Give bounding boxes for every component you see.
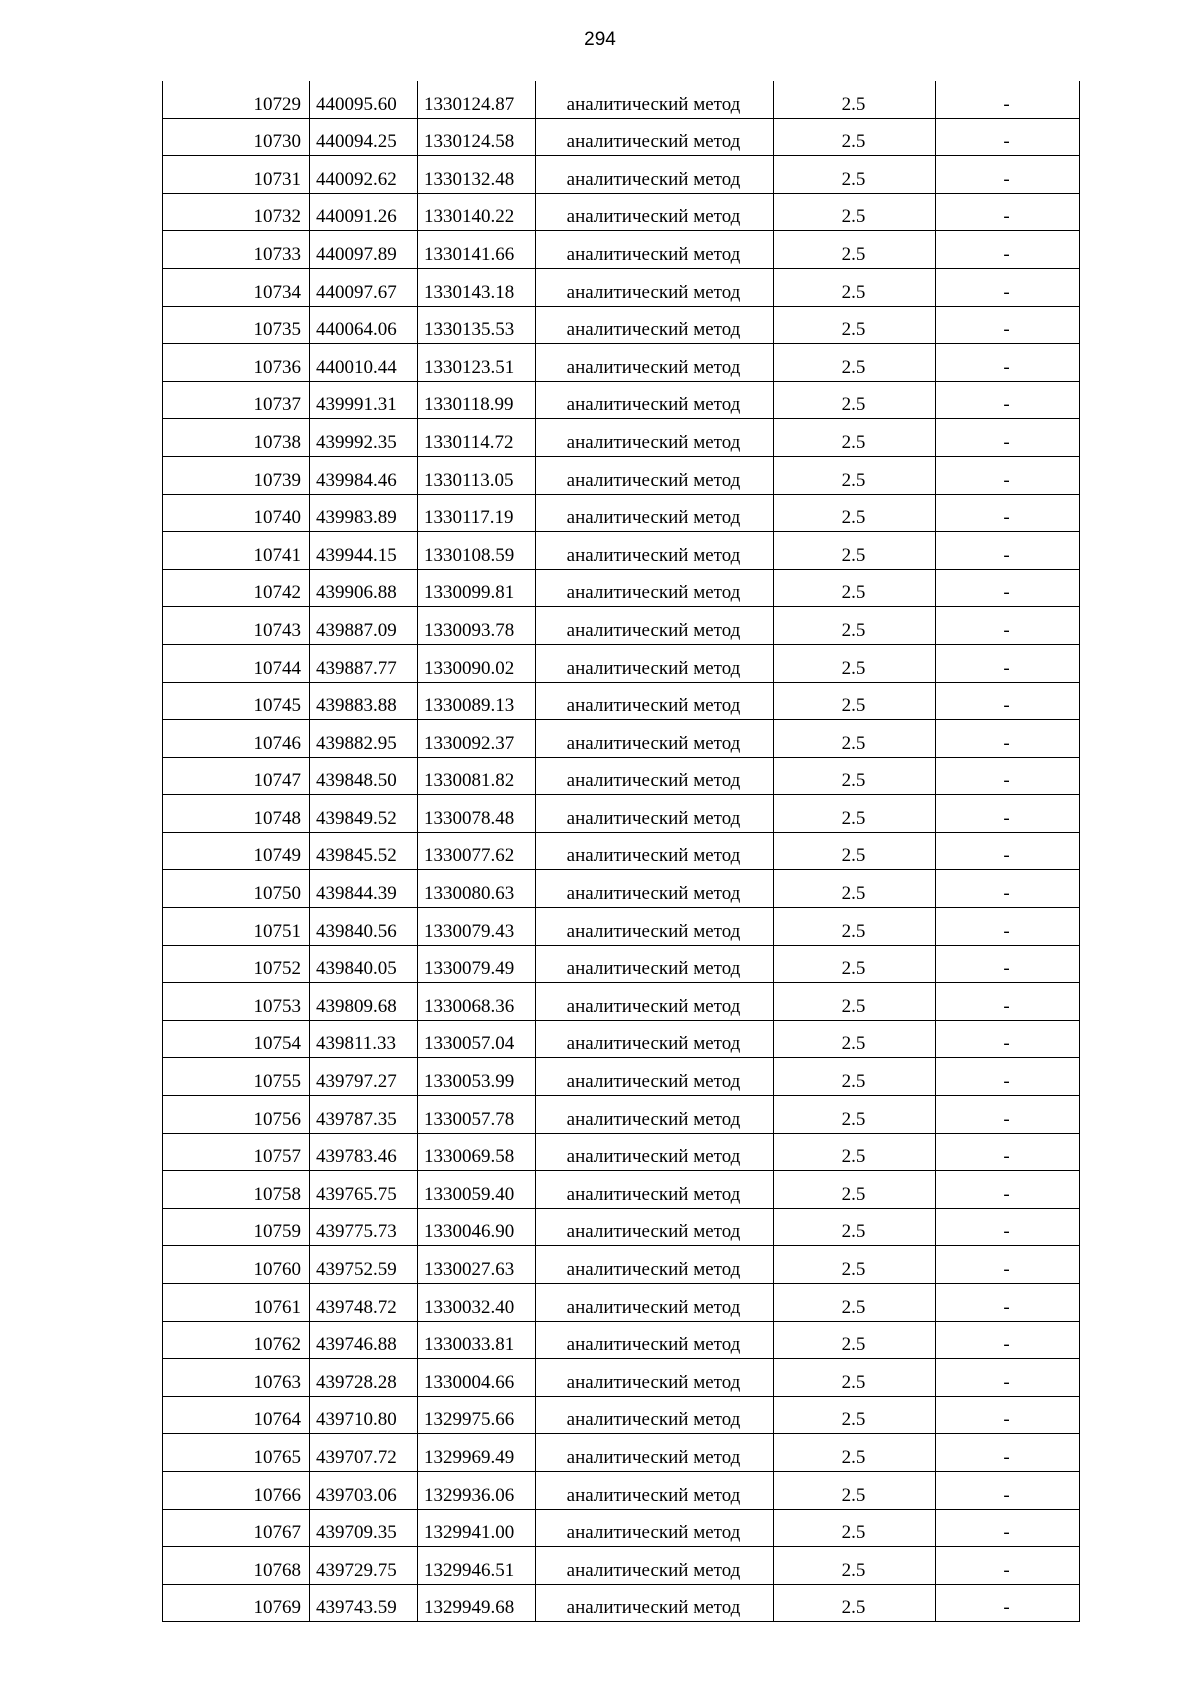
y-coordinate-cell: 1329936.06 — [418, 1471, 536, 1509]
point-id-cell: 10736 — [163, 344, 310, 382]
note-cell: - — [936, 1171, 1080, 1209]
accuracy-cell: 2.5 — [774, 1246, 936, 1284]
point-id-cell: 10751 — [163, 908, 310, 946]
note-cell: - — [936, 156, 1080, 194]
y-coordinate-cell: 1330124.87 — [418, 81, 536, 118]
note-cell: - — [936, 757, 1080, 795]
table-row — [163, 1471, 1080, 1509]
y-coordinate-cell: 1330132.48 — [418, 156, 536, 194]
table-row — [163, 945, 1080, 983]
table-row — [163, 682, 1080, 720]
x-coordinate-cell: 439748.72 — [310, 1284, 418, 1322]
accuracy-cell: 2.5 — [774, 569, 936, 607]
y-coordinate-cell: 1330032.40 — [418, 1284, 536, 1322]
table-row — [163, 231, 1080, 269]
point-id-cell: 10739 — [163, 456, 310, 494]
table-row — [163, 1133, 1080, 1171]
note-cell: - — [936, 306, 1080, 344]
point-id-cell: 10754 — [163, 1020, 310, 1058]
note-cell: - — [936, 1208, 1080, 1246]
note-cell: - — [936, 1058, 1080, 1096]
note-cell: - — [936, 381, 1080, 419]
accuracy-cell: 2.5 — [774, 1547, 936, 1585]
method-cell: аналитический метод — [536, 494, 774, 532]
note-cell: - — [936, 1547, 1080, 1585]
point-id-cell: 10730 — [163, 118, 310, 156]
accuracy-cell: 2.5 — [774, 1284, 936, 1322]
method-cell: аналитический метод — [536, 1509, 774, 1547]
y-coordinate-cell: 1330046.90 — [418, 1208, 536, 1246]
y-coordinate-cell: 1329949.68 — [418, 1584, 536, 1622]
y-coordinate-cell: 1330057.78 — [418, 1096, 536, 1134]
y-coordinate-cell: 1330080.63 — [418, 870, 536, 908]
accuracy-cell: 2.5 — [774, 795, 936, 833]
x-coordinate-cell: 440094.25 — [310, 118, 418, 156]
accuracy-cell: 2.5 — [774, 832, 936, 870]
note-cell: - — [936, 870, 1080, 908]
table-row — [163, 268, 1080, 306]
x-coordinate-cell: 439752.59 — [310, 1246, 418, 1284]
point-id-cell: 10745 — [163, 682, 310, 720]
accuracy-cell: 2.5 — [774, 532, 936, 570]
note-cell: - — [936, 1509, 1080, 1547]
y-coordinate-cell: 1329946.51 — [418, 1547, 536, 1585]
accuracy-cell: 2.5 — [774, 494, 936, 532]
y-coordinate-cell: 1330140.22 — [418, 193, 536, 231]
point-id-cell: 10769 — [163, 1584, 310, 1622]
point-id-cell: 10766 — [163, 1471, 310, 1509]
y-coordinate-cell: 1330092.37 — [418, 720, 536, 758]
method-cell: аналитический метод — [536, 306, 774, 344]
point-id-cell: 10762 — [163, 1321, 310, 1359]
accuracy-cell: 2.5 — [774, 1471, 936, 1509]
point-id-cell: 10743 — [163, 607, 310, 645]
table-row — [163, 118, 1080, 156]
accuracy-cell: 2.5 — [774, 983, 936, 1021]
x-coordinate-cell: 440064.06 — [310, 306, 418, 344]
table-row — [163, 381, 1080, 419]
accuracy-cell: 2.5 — [774, 1096, 936, 1134]
table-row — [163, 795, 1080, 833]
method-cell: аналитический метод — [536, 193, 774, 231]
table-row — [163, 193, 1080, 231]
table-row — [163, 569, 1080, 607]
point-id-cell: 10764 — [163, 1396, 310, 1434]
method-cell: аналитический метод — [536, 1133, 774, 1171]
accuracy-cell: 2.5 — [774, 1058, 936, 1096]
x-coordinate-cell: 439729.75 — [310, 1547, 418, 1585]
point-id-cell: 10729 — [163, 81, 310, 118]
point-id-cell: 10733 — [163, 231, 310, 269]
accuracy-cell: 2.5 — [774, 1020, 936, 1058]
note-cell: - — [936, 1396, 1080, 1434]
point-id-cell: 10763 — [163, 1359, 310, 1397]
accuracy-cell: 2.5 — [774, 81, 936, 118]
x-coordinate-cell: 439728.28 — [310, 1359, 418, 1397]
point-id-cell: 10750 — [163, 870, 310, 908]
point-id-cell: 10761 — [163, 1284, 310, 1322]
y-coordinate-cell: 1330117.19 — [418, 494, 536, 532]
y-coordinate-cell: 1330093.78 — [418, 607, 536, 645]
note-cell: - — [936, 1321, 1080, 1359]
x-coordinate-cell: 440010.44 — [310, 344, 418, 382]
point-id-cell: 10755 — [163, 1058, 310, 1096]
method-cell: аналитический метод — [536, 344, 774, 382]
x-coordinate-cell: 439992.35 — [310, 419, 418, 457]
x-coordinate-cell: 440097.67 — [310, 268, 418, 306]
method-cell: аналитический метод — [536, 1171, 774, 1209]
note-cell: - — [936, 908, 1080, 946]
accuracy-cell: 2.5 — [774, 1584, 936, 1622]
table-row — [163, 983, 1080, 1021]
table-row — [163, 607, 1080, 645]
table-row — [163, 156, 1080, 194]
accuracy-cell: 2.5 — [774, 268, 936, 306]
note-cell: - — [936, 1246, 1080, 1284]
y-coordinate-cell: 1330141.66 — [418, 231, 536, 269]
accuracy-cell: 2.5 — [774, 1396, 936, 1434]
method-cell: аналитический метод — [536, 81, 774, 118]
x-coordinate-cell: 440091.26 — [310, 193, 418, 231]
note-cell: - — [936, 607, 1080, 645]
table-row — [163, 306, 1080, 344]
table-row — [163, 1321, 1080, 1359]
table-row — [163, 81, 1080, 118]
y-coordinate-cell: 1330089.13 — [418, 682, 536, 720]
method-cell: аналитический метод — [536, 1208, 774, 1246]
accuracy-cell: 2.5 — [774, 419, 936, 457]
x-coordinate-cell: 439765.75 — [310, 1171, 418, 1209]
point-id-cell: 10742 — [163, 569, 310, 607]
accuracy-cell: 2.5 — [774, 156, 936, 194]
method-cell: аналитический метод — [536, 870, 774, 908]
y-coordinate-cell: 1330081.82 — [418, 757, 536, 795]
method-cell: аналитический метод — [536, 456, 774, 494]
point-id-cell: 10747 — [163, 757, 310, 795]
x-coordinate-cell: 439944.15 — [310, 532, 418, 570]
point-id-cell: 10740 — [163, 494, 310, 532]
x-coordinate-cell: 439840.56 — [310, 908, 418, 946]
x-coordinate-cell: 439983.89 — [310, 494, 418, 532]
table-row — [163, 1246, 1080, 1284]
table-row — [163, 1096, 1080, 1134]
y-coordinate-cell: 1330053.99 — [418, 1058, 536, 1096]
point-id-cell: 10732 — [163, 193, 310, 231]
point-id-cell: 10767 — [163, 1509, 310, 1547]
x-coordinate-cell: 439984.46 — [310, 456, 418, 494]
table-row — [163, 494, 1080, 532]
note-cell: - — [936, 81, 1080, 118]
table-row — [163, 1208, 1080, 1246]
accuracy-cell: 2.5 — [774, 306, 936, 344]
y-coordinate-cell: 1330077.62 — [418, 832, 536, 870]
point-id-cell: 10752 — [163, 945, 310, 983]
x-coordinate-cell: 439887.77 — [310, 644, 418, 682]
y-coordinate-cell: 1329969.49 — [418, 1434, 536, 1472]
note-cell: - — [936, 569, 1080, 607]
x-coordinate-cell: 439811.33 — [310, 1020, 418, 1058]
x-coordinate-cell: 439707.72 — [310, 1434, 418, 1472]
y-coordinate-cell: 1330033.81 — [418, 1321, 536, 1359]
method-cell: аналитический метод — [536, 419, 774, 457]
table-row — [163, 1509, 1080, 1547]
table-row — [163, 757, 1080, 795]
point-id-cell: 10756 — [163, 1096, 310, 1134]
note-cell: - — [936, 1096, 1080, 1134]
accuracy-cell: 2.5 — [774, 193, 936, 231]
accuracy-cell: 2.5 — [774, 908, 936, 946]
method-cell: аналитический метод — [536, 1359, 774, 1397]
point-id-cell: 10741 — [163, 532, 310, 570]
accuracy-cell: 2.5 — [774, 945, 936, 983]
y-coordinate-cell: 1330135.53 — [418, 306, 536, 344]
note-cell: - — [936, 1584, 1080, 1622]
method-cell: аналитический метод — [536, 569, 774, 607]
y-coordinate-cell: 1330027.63 — [418, 1246, 536, 1284]
y-coordinate-cell: 1330108.59 — [418, 532, 536, 570]
note-cell: - — [936, 720, 1080, 758]
table-row — [163, 1284, 1080, 1322]
table-row — [163, 1434, 1080, 1472]
x-coordinate-cell: 439845.52 — [310, 832, 418, 870]
table-row — [163, 1020, 1080, 1058]
method-cell: аналитический метод — [536, 908, 774, 946]
x-coordinate-cell: 439906.88 — [310, 569, 418, 607]
x-coordinate-cell: 439787.35 — [310, 1096, 418, 1134]
page-number: 294 — [584, 29, 616, 50]
method-cell: аналитический метод — [536, 1584, 774, 1622]
x-coordinate-cell: 439844.39 — [310, 870, 418, 908]
note-cell: - — [936, 983, 1080, 1021]
note-cell: - — [936, 456, 1080, 494]
x-coordinate-cell: 439840.05 — [310, 945, 418, 983]
y-coordinate-cell: 1330068.36 — [418, 983, 536, 1021]
table-row — [163, 419, 1080, 457]
y-coordinate-cell: 1330090.02 — [418, 644, 536, 682]
accuracy-cell: 2.5 — [774, 607, 936, 645]
table-row — [163, 1547, 1080, 1585]
y-coordinate-cell: 1330004.66 — [418, 1359, 536, 1397]
method-cell: аналитический метод — [536, 118, 774, 156]
method-cell: аналитический метод — [536, 832, 774, 870]
y-coordinate-cell: 1329941.00 — [418, 1509, 536, 1547]
point-id-cell: 10731 — [163, 156, 310, 194]
x-coordinate-cell: 439883.88 — [310, 682, 418, 720]
accuracy-cell: 2.5 — [774, 870, 936, 908]
point-id-cell: 10760 — [163, 1246, 310, 1284]
note-cell: - — [936, 1284, 1080, 1322]
point-id-cell: 10735 — [163, 306, 310, 344]
point-id-cell: 10746 — [163, 720, 310, 758]
x-coordinate-cell: 439797.27 — [310, 1058, 418, 1096]
method-cell: аналитический метод — [536, 1321, 774, 1359]
note-cell: - — [936, 532, 1080, 570]
x-coordinate-cell: 439743.59 — [310, 1584, 418, 1622]
x-coordinate-cell: 439848.50 — [310, 757, 418, 795]
method-cell: аналитический метод — [536, 983, 774, 1021]
accuracy-cell: 2.5 — [774, 1509, 936, 1547]
table-row — [163, 1396, 1080, 1434]
table-row — [163, 1584, 1080, 1622]
accuracy-cell: 2.5 — [774, 1359, 936, 1397]
x-coordinate-cell: 439710.80 — [310, 1396, 418, 1434]
x-coordinate-cell: 439887.09 — [310, 607, 418, 645]
y-coordinate-cell: 1330123.51 — [418, 344, 536, 382]
method-cell: аналитический метод — [536, 1434, 774, 1472]
note-cell: - — [936, 344, 1080, 382]
y-coordinate-cell: 1329975.66 — [418, 1396, 536, 1434]
method-cell: аналитический метод — [536, 1020, 774, 1058]
table-row — [163, 1171, 1080, 1209]
method-cell: аналитический метод — [536, 682, 774, 720]
table-row — [163, 720, 1080, 758]
note-cell: - — [936, 682, 1080, 720]
method-cell: аналитический метод — [536, 1547, 774, 1585]
note-cell: - — [936, 1359, 1080, 1397]
method-cell: аналитический метод — [536, 1471, 774, 1509]
point-id-cell: 10757 — [163, 1133, 310, 1171]
table-row — [163, 532, 1080, 570]
note-cell: - — [936, 644, 1080, 682]
point-id-cell: 10759 — [163, 1208, 310, 1246]
y-coordinate-cell: 1330078.48 — [418, 795, 536, 833]
note-cell: - — [936, 1434, 1080, 1472]
x-coordinate-cell: 439775.73 — [310, 1208, 418, 1246]
coordinates-table-body — [163, 81, 1080, 1622]
method-cell: аналитический метод — [536, 156, 774, 194]
method-cell: аналитический метод — [536, 231, 774, 269]
point-id-cell: 10737 — [163, 381, 310, 419]
note-cell: - — [936, 419, 1080, 457]
point-id-cell: 10749 — [163, 832, 310, 870]
table-row — [163, 1058, 1080, 1096]
method-cell: аналитический метод — [536, 1246, 774, 1284]
y-coordinate-cell: 1330057.04 — [418, 1020, 536, 1058]
y-coordinate-cell: 1330059.40 — [418, 1171, 536, 1209]
note-cell: - — [936, 118, 1080, 156]
table-row — [163, 456, 1080, 494]
note-cell: - — [936, 1471, 1080, 1509]
method-cell: аналитический метод — [536, 1096, 774, 1134]
accuracy-cell: 2.5 — [774, 231, 936, 269]
method-cell: аналитический метод — [536, 795, 774, 833]
accuracy-cell: 2.5 — [774, 757, 936, 795]
point-id-cell: 10738 — [163, 419, 310, 457]
note-cell: - — [936, 945, 1080, 983]
note-cell: - — [936, 494, 1080, 532]
x-coordinate-cell: 440092.62 — [310, 156, 418, 194]
accuracy-cell: 2.5 — [774, 381, 936, 419]
y-coordinate-cell: 1330143.18 — [418, 268, 536, 306]
accuracy-cell: 2.5 — [774, 1133, 936, 1171]
method-cell: аналитический метод — [536, 1396, 774, 1434]
x-coordinate-cell: 439709.35 — [310, 1509, 418, 1547]
point-id-cell: 10753 — [163, 983, 310, 1021]
table-row — [163, 908, 1080, 946]
x-coordinate-cell: 439809.68 — [310, 983, 418, 1021]
note-cell: - — [936, 193, 1080, 231]
table-row — [163, 1359, 1080, 1397]
method-cell: аналитический метод — [536, 607, 774, 645]
accuracy-cell: 2.5 — [774, 1434, 936, 1472]
y-coordinate-cell: 1330118.99 — [418, 381, 536, 419]
note-cell: - — [936, 1133, 1080, 1171]
table-row — [163, 832, 1080, 870]
accuracy-cell: 2.5 — [774, 720, 936, 758]
point-id-cell: 10765 — [163, 1434, 310, 1472]
accuracy-cell: 2.5 — [774, 456, 936, 494]
x-coordinate-cell: 439849.52 — [310, 795, 418, 833]
accuracy-cell: 2.5 — [774, 1208, 936, 1246]
x-coordinate-cell: 439991.31 — [310, 381, 418, 419]
y-coordinate-cell: 1330124.58 — [418, 118, 536, 156]
point-id-cell: 10734 — [163, 268, 310, 306]
y-coordinate-cell: 1330069.58 — [418, 1133, 536, 1171]
note-cell: - — [936, 832, 1080, 870]
x-coordinate-cell: 439783.46 — [310, 1133, 418, 1171]
accuracy-cell: 2.5 — [774, 118, 936, 156]
x-coordinate-cell: 439882.95 — [310, 720, 418, 758]
method-cell: аналитический метод — [536, 268, 774, 306]
y-coordinate-cell: 1330079.49 — [418, 945, 536, 983]
method-cell: аналитический метод — [536, 644, 774, 682]
point-id-cell: 10748 — [163, 795, 310, 833]
coordinates-table — [162, 81, 1080, 1622]
point-id-cell: 10768 — [163, 1547, 310, 1585]
accuracy-cell: 2.5 — [774, 1171, 936, 1209]
method-cell: аналитический метод — [536, 1284, 774, 1322]
table-row — [163, 344, 1080, 382]
note-cell: - — [936, 1020, 1080, 1058]
method-cell: аналитический метод — [536, 757, 774, 795]
x-coordinate-cell: 439746.88 — [310, 1321, 418, 1359]
y-coordinate-cell: 1330113.05 — [418, 456, 536, 494]
table-row — [163, 644, 1080, 682]
note-cell: - — [936, 231, 1080, 269]
note-cell: - — [936, 795, 1080, 833]
x-coordinate-cell: 440095.60 — [310, 81, 418, 118]
method-cell: аналитический метод — [536, 381, 774, 419]
method-cell: аналитический метод — [536, 945, 774, 983]
accuracy-cell: 2.5 — [774, 1321, 936, 1359]
accuracy-cell: 2.5 — [774, 644, 936, 682]
accuracy-cell: 2.5 — [774, 682, 936, 720]
y-coordinate-cell: 1330099.81 — [418, 569, 536, 607]
x-coordinate-cell: 439703.06 — [310, 1471, 418, 1509]
x-coordinate-cell: 440097.89 — [310, 231, 418, 269]
point-id-cell: 10758 — [163, 1171, 310, 1209]
point-id-cell: 10744 — [163, 644, 310, 682]
method-cell: аналитический метод — [536, 720, 774, 758]
y-coordinate-cell: 1330079.43 — [418, 908, 536, 946]
method-cell: аналитический метод — [536, 532, 774, 570]
table-row — [163, 870, 1080, 908]
method-cell: аналитический метод — [536, 1058, 774, 1096]
accuracy-cell: 2.5 — [774, 344, 936, 382]
y-coordinate-cell: 1330114.72 — [418, 419, 536, 457]
note-cell: - — [936, 268, 1080, 306]
